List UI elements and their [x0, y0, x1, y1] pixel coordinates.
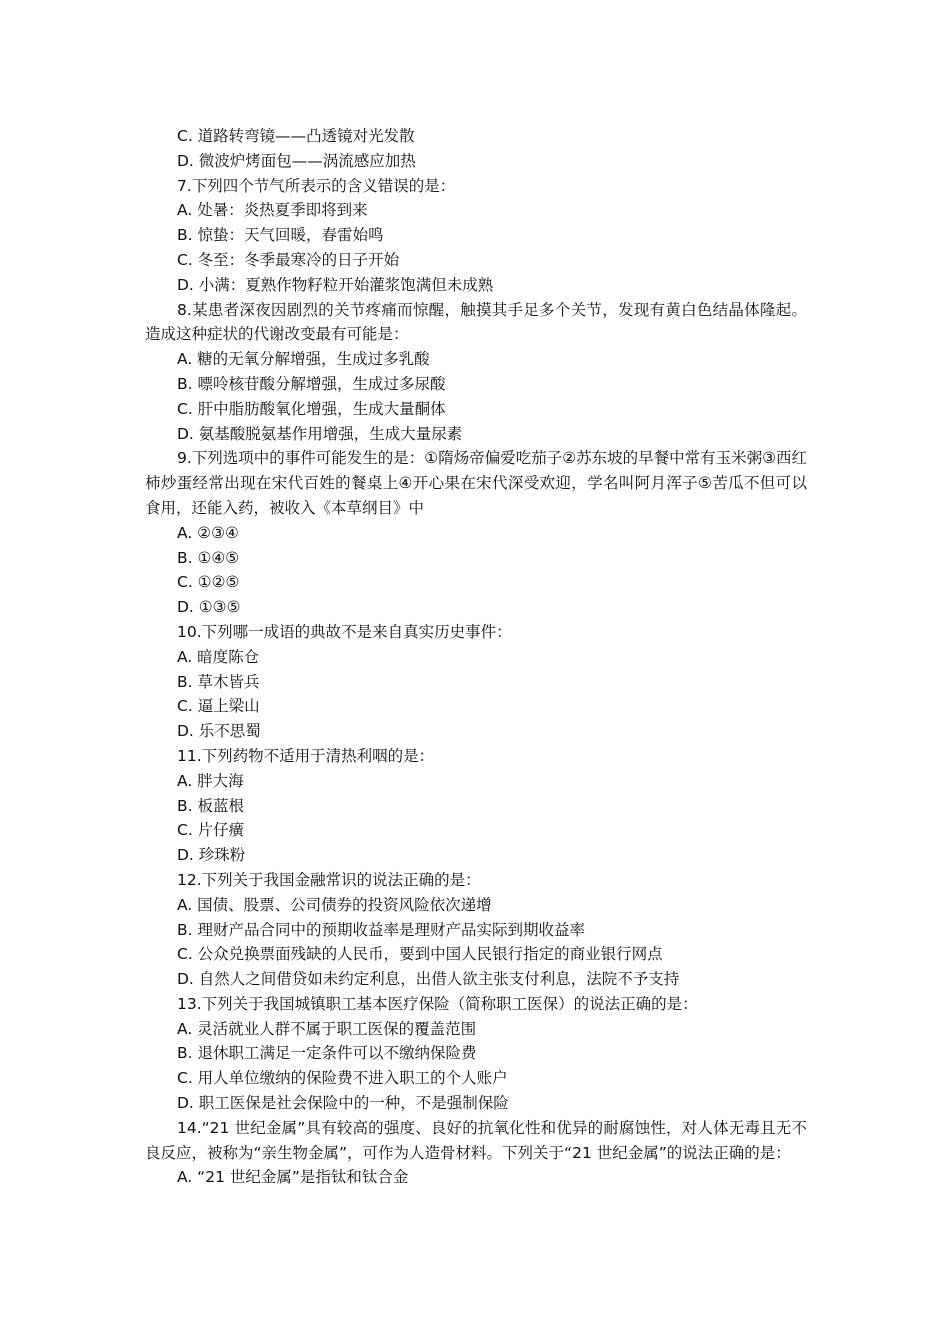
- q14-stem: 14.“21 世纪金属”具有较高的强度、良好的抗氧化性和优异的耐腐蚀性，对人体无毒且无不良反应，被称为“亲生物金属”，可作为人造骨材料。下列关于“21 世纪金属”的说法正确的是：: [145, 1118, 807, 1162]
- q9-option-a: A. ②③④: [177, 523, 239, 542]
- q11-option-b: B. 板蓝根: [177, 796, 244, 815]
- q11-option-d: D. 珍珠粉: [177, 846, 246, 865]
- q8-stem: 8.某患者深夜因剧烈的关节疼痛而惊醒，触摸其手足多个关节，发现有黄白色结晶体隆起。造成这种症状的代谢改变最有可能是：: [145, 300, 807, 344]
- q13-option-b: B. 退休职工满足一定条件可以不缴纳保险费: [177, 1044, 477, 1063]
- q12-option-b: B. 理财产品合同中的预期收益率是理财产品实际到期收益率: [177, 920, 585, 939]
- q9-stem: 9.下列选项中的事件可能发生的是：①隋炀帝偏爱吃茄子②苏东坡的早餐中常有玉米粥③西红柿炒蛋经常出现在宋代百姓的餐桌上④开心果在宋代深受欢迎，学名叫阿月浑子⑤苦瓜不但可以食用，还能入药，被收入《本草纲目》中: [145, 449, 807, 517]
- q8-option-a: A. 糖的无氧分解增强，生成过多乳酸: [177, 350, 430, 369]
- q9-option-b: B. ①④⑤: [177, 548, 240, 567]
- question-text-block: [145, 124, 807, 1190]
- q12-option-a: A. 国债、股票、公司债券的投资风险依次递增: [177, 895, 492, 914]
- q12-option-c: C. 公众兑换票面残缺的人民币，要到中国人民银行指定的商业银行网点: [177, 945, 663, 964]
- q7-option-d: D. 小满：夏熟作物籽粒开始灌浆饱满但未成熟: [177, 275, 494, 294]
- q11-stem: 11.下列药物不适用于清热利咽的是：: [177, 746, 435, 765]
- q6-option-d: D. 微波炉烤面包——涡流感应加热: [177, 151, 416, 170]
- q13-stem: 13.下列关于我国城镇职工基本医疗保险（简称职工医保）的说法正确的是：: [177, 994, 698, 1013]
- q10-option-c: C. 逼上梁山: [177, 697, 260, 716]
- q6-option-c: C. 道路转弯镜——凸透镜对光发散: [177, 127, 415, 145]
- q9-option-d: D. ①③⑤: [177, 598, 241, 617]
- q14-option-a: A. “21 世纪金属”是指钛和钛合金: [177, 1168, 409, 1187]
- q10-option-d: D. 乐不思蜀: [177, 722, 261, 741]
- q8-option-b: B. 嘌呤核苷酸分解增强，生成过多尿酸: [177, 374, 446, 393]
- q13-option-d: D. 职工医保是社会保险中的一种，不是强制保险: [177, 1094, 509, 1113]
- q12-stem: 12.下列关于我国金融常识的说法正确的是：: [177, 870, 481, 889]
- q7-stem: 7.下列四个节气所表示的含义错误的是：: [177, 176, 456, 195]
- q7-option-a: A. 处暑：炎热夏季即将到来: [177, 201, 368, 220]
- q11-option-a: A. 胖大海: [177, 771, 244, 790]
- q11-option-c: C. 片仔癀: [177, 821, 245, 840]
- q9-option-c: C. ①②⑤: [177, 573, 240, 592]
- q13-option-a: A. 灵活就业人群不属于职工医保的覆盖范围: [177, 1019, 477, 1038]
- q10-option-b: B. 草木皆兵: [177, 672, 260, 691]
- q12-option-d: D. 自然人之间借贷如未约定利息，出借人欲主张支付利息，法院不予支持: [177, 970, 680, 989]
- q13-option-c: C. 用人单位缴纳的保险费不进入职工的个人账户: [177, 1069, 508, 1088]
- q8-option-d: D. 氨基酸脱氨基作用增强，生成大量尿素: [177, 424, 463, 443]
- q7-option-b: B. 惊蛰：天气回暖，春雷始鸣: [177, 226, 384, 245]
- q10-stem: 10.下列哪一成语的典故不是来自真实历史事件：: [177, 622, 512, 641]
- q10-option-a: A. 暗度陈仓: [177, 647, 260, 666]
- q7-option-c: C. 冬至：冬季最寒冷的日子开始: [177, 250, 400, 269]
- q8-option-c: C. 肝中脂肪酸氧化增强，生成大量酮体: [177, 399, 446, 418]
